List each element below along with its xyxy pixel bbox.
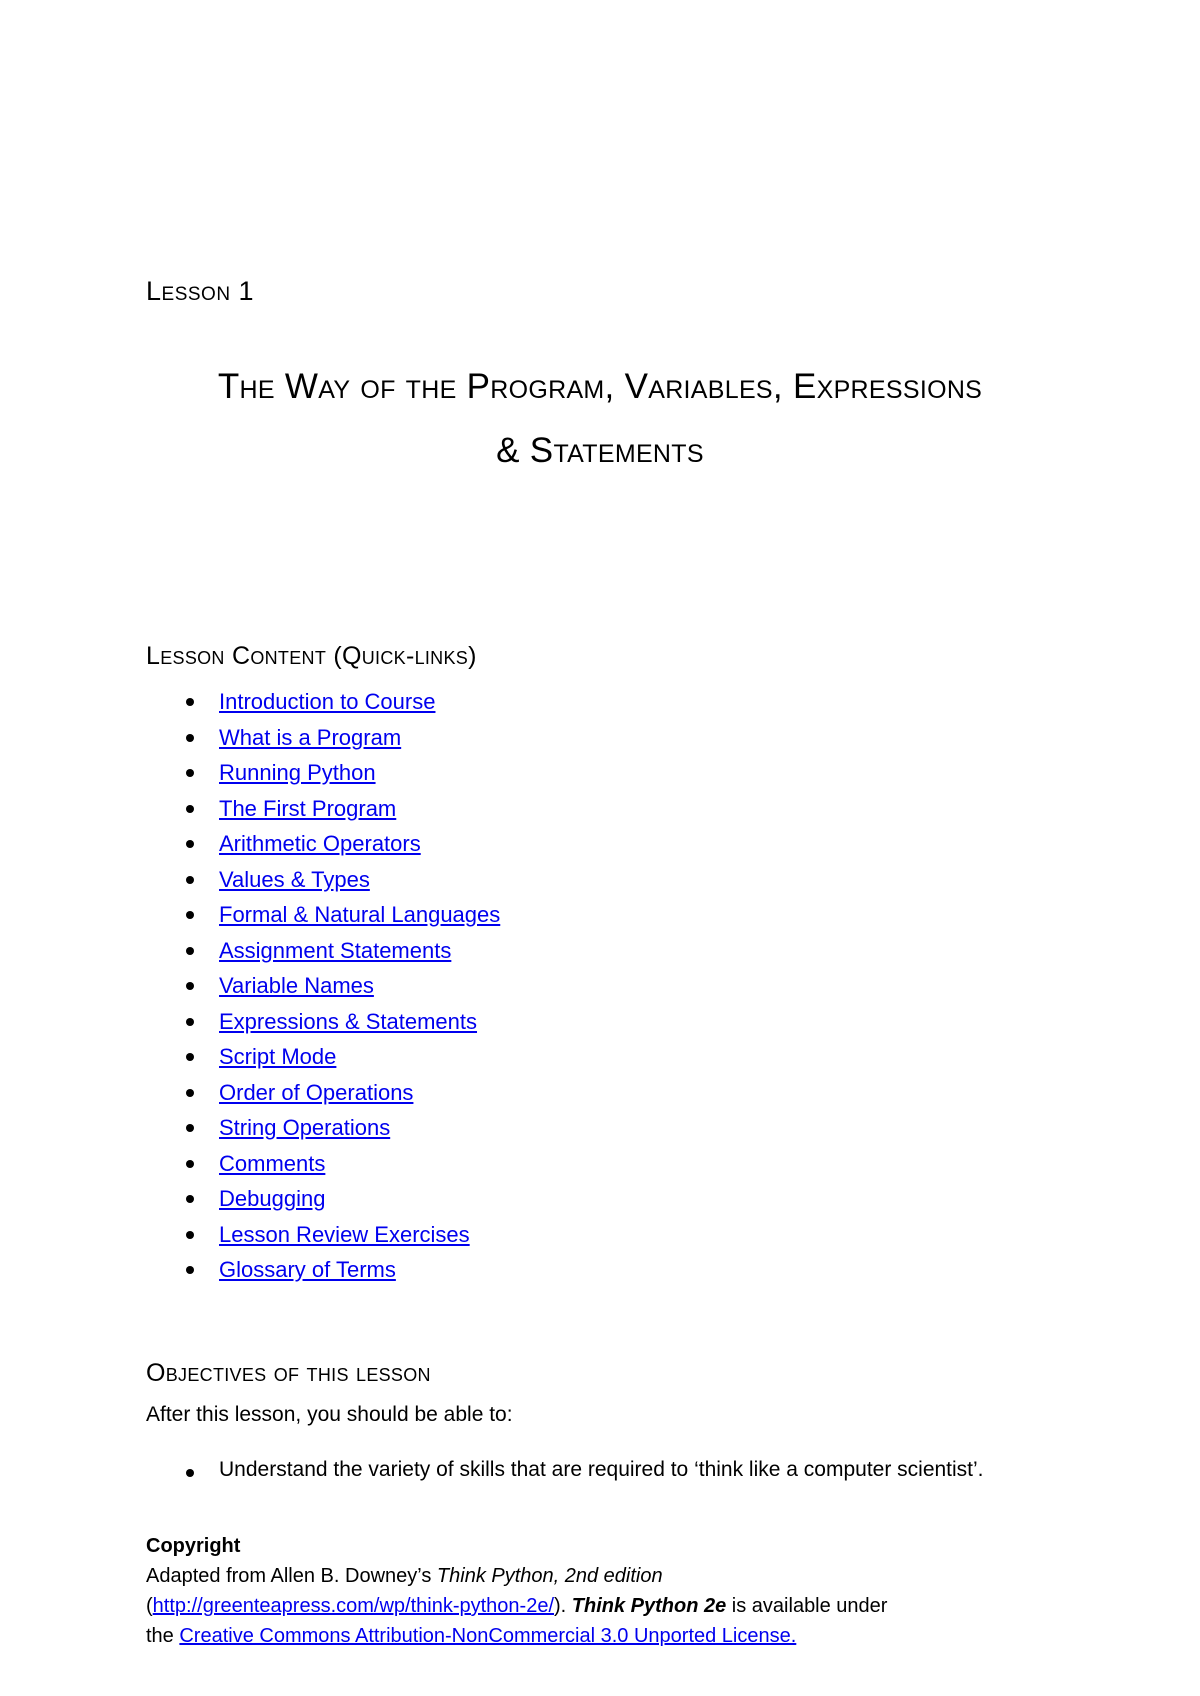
list-item [146,1146,500,1182]
the-text: the [146,1625,180,1647]
bullet-icon [186,769,194,777]
greenteapress-link[interactable]: http://greenteapress.com/wp/think-python-2e/ [152,1595,554,1617]
link-glossary-of-terms[interactable]: Glossary of Terms [219,1257,396,1282]
link-values-types[interactable]: Values & Types [219,866,370,892]
bullet-icon [186,805,194,813]
list-item [146,1217,500,1253]
bullet-icon [186,911,194,919]
bullet-icon [186,982,194,990]
list-item [146,684,500,720]
link-lesson-review-exercises[interactable]: Lesson Review Exercises [219,1221,470,1247]
copyright-line-1 [146,1561,1076,1591]
lesson-label: Lesson 1 [146,276,255,306]
list-item [146,1252,500,1288]
book-short-title: Think Python 2e [571,1595,727,1617]
link-expressions-statements[interactable]: Expressions & Statements [219,1008,478,1034]
link-introduction-to-course[interactable]: Introduction to Course [219,689,436,714]
link-assignment-statements[interactable]: Assignment Statements [219,937,452,963]
link-comments[interactable]: Comments [219,1150,326,1176]
bullet-icon [186,1053,194,1061]
objective-item [146,1458,984,1482]
bullet-icon [186,876,194,884]
available-text: is available under [726,1595,888,1617]
title-line-1: The Way of the Program, Variables, Expressions [217,367,983,406]
title-line-2: & Statements [496,431,704,470]
list-item [146,826,500,862]
bullet-icon [186,947,194,955]
paren-open: ( [146,1595,153,1617]
list-item [146,933,500,969]
bullet-icon [186,840,194,848]
list-item [146,1110,500,1146]
bullet-icon [186,734,194,742]
link-string-operations[interactable]: String Operations [219,1115,391,1140]
bullet-icon [186,1469,194,1477]
bullet-icon [186,1018,194,1026]
objectives-intro: After this lesson, you should be able to: [146,1403,513,1426]
bullet-icon [186,698,194,706]
list-item [146,968,500,1004]
bullet-icon [186,1195,194,1203]
link-variable-names[interactable]: Variable Names [219,973,374,998]
list-item [146,1075,500,1111]
link-what-is-a-program[interactable]: What is a Program [219,724,402,750]
book-title: Think Python, 2nd edition [436,1565,663,1587]
link-arithmetic-operators[interactable]: Arithmetic Operators [219,831,421,856]
link-running-python[interactable]: Running Python [219,760,376,785]
objectives-heading: Objectives of this lesson [146,1359,431,1387]
list-item [146,755,500,791]
list-item [146,862,500,898]
bullet-icon [186,1231,194,1239]
list-item [146,897,500,933]
link-debugging[interactable]: Debugging [219,1186,326,1211]
page-title [100,355,1100,483]
bullet-icon [186,1089,194,1097]
quicklinks-heading: Lesson Content (Quick-links) [146,642,477,670]
bullet-icon [186,1160,194,1168]
list-item [146,1181,500,1217]
link-the-first-program[interactable]: The First Program [219,795,397,821]
bullet-icon [186,1124,194,1132]
list-item [146,1004,500,1040]
link-order-of-operations[interactable]: Order of Operations [219,1079,414,1105]
quicklinks-list [146,684,500,1288]
link-script-mode[interactable]: Script Mode [219,1044,337,1069]
link-formal-natural-languages[interactable]: Formal & Natural Languages [219,902,501,927]
copyright-block [146,1531,1076,1651]
bullet-icon [186,1266,194,1274]
list-item [146,720,500,756]
copyright-line-3 [146,1621,1076,1651]
list-item [146,791,500,827]
objective-text: Understand the variety of skills that are required to ‘think like a computer scientist’. [219,1458,984,1481]
license-link[interactable]: Creative Commons Attribution-NonCommercial 3.0 Unported License. [179,1625,797,1647]
paren-close: ). [554,1595,572,1617]
list-item [146,1039,500,1075]
copyright-line-2 [146,1591,1076,1621]
adapted-prefix: Adapted from Allen B. Downey’s [146,1565,437,1587]
copyright-title: Copyright [146,1535,241,1557]
